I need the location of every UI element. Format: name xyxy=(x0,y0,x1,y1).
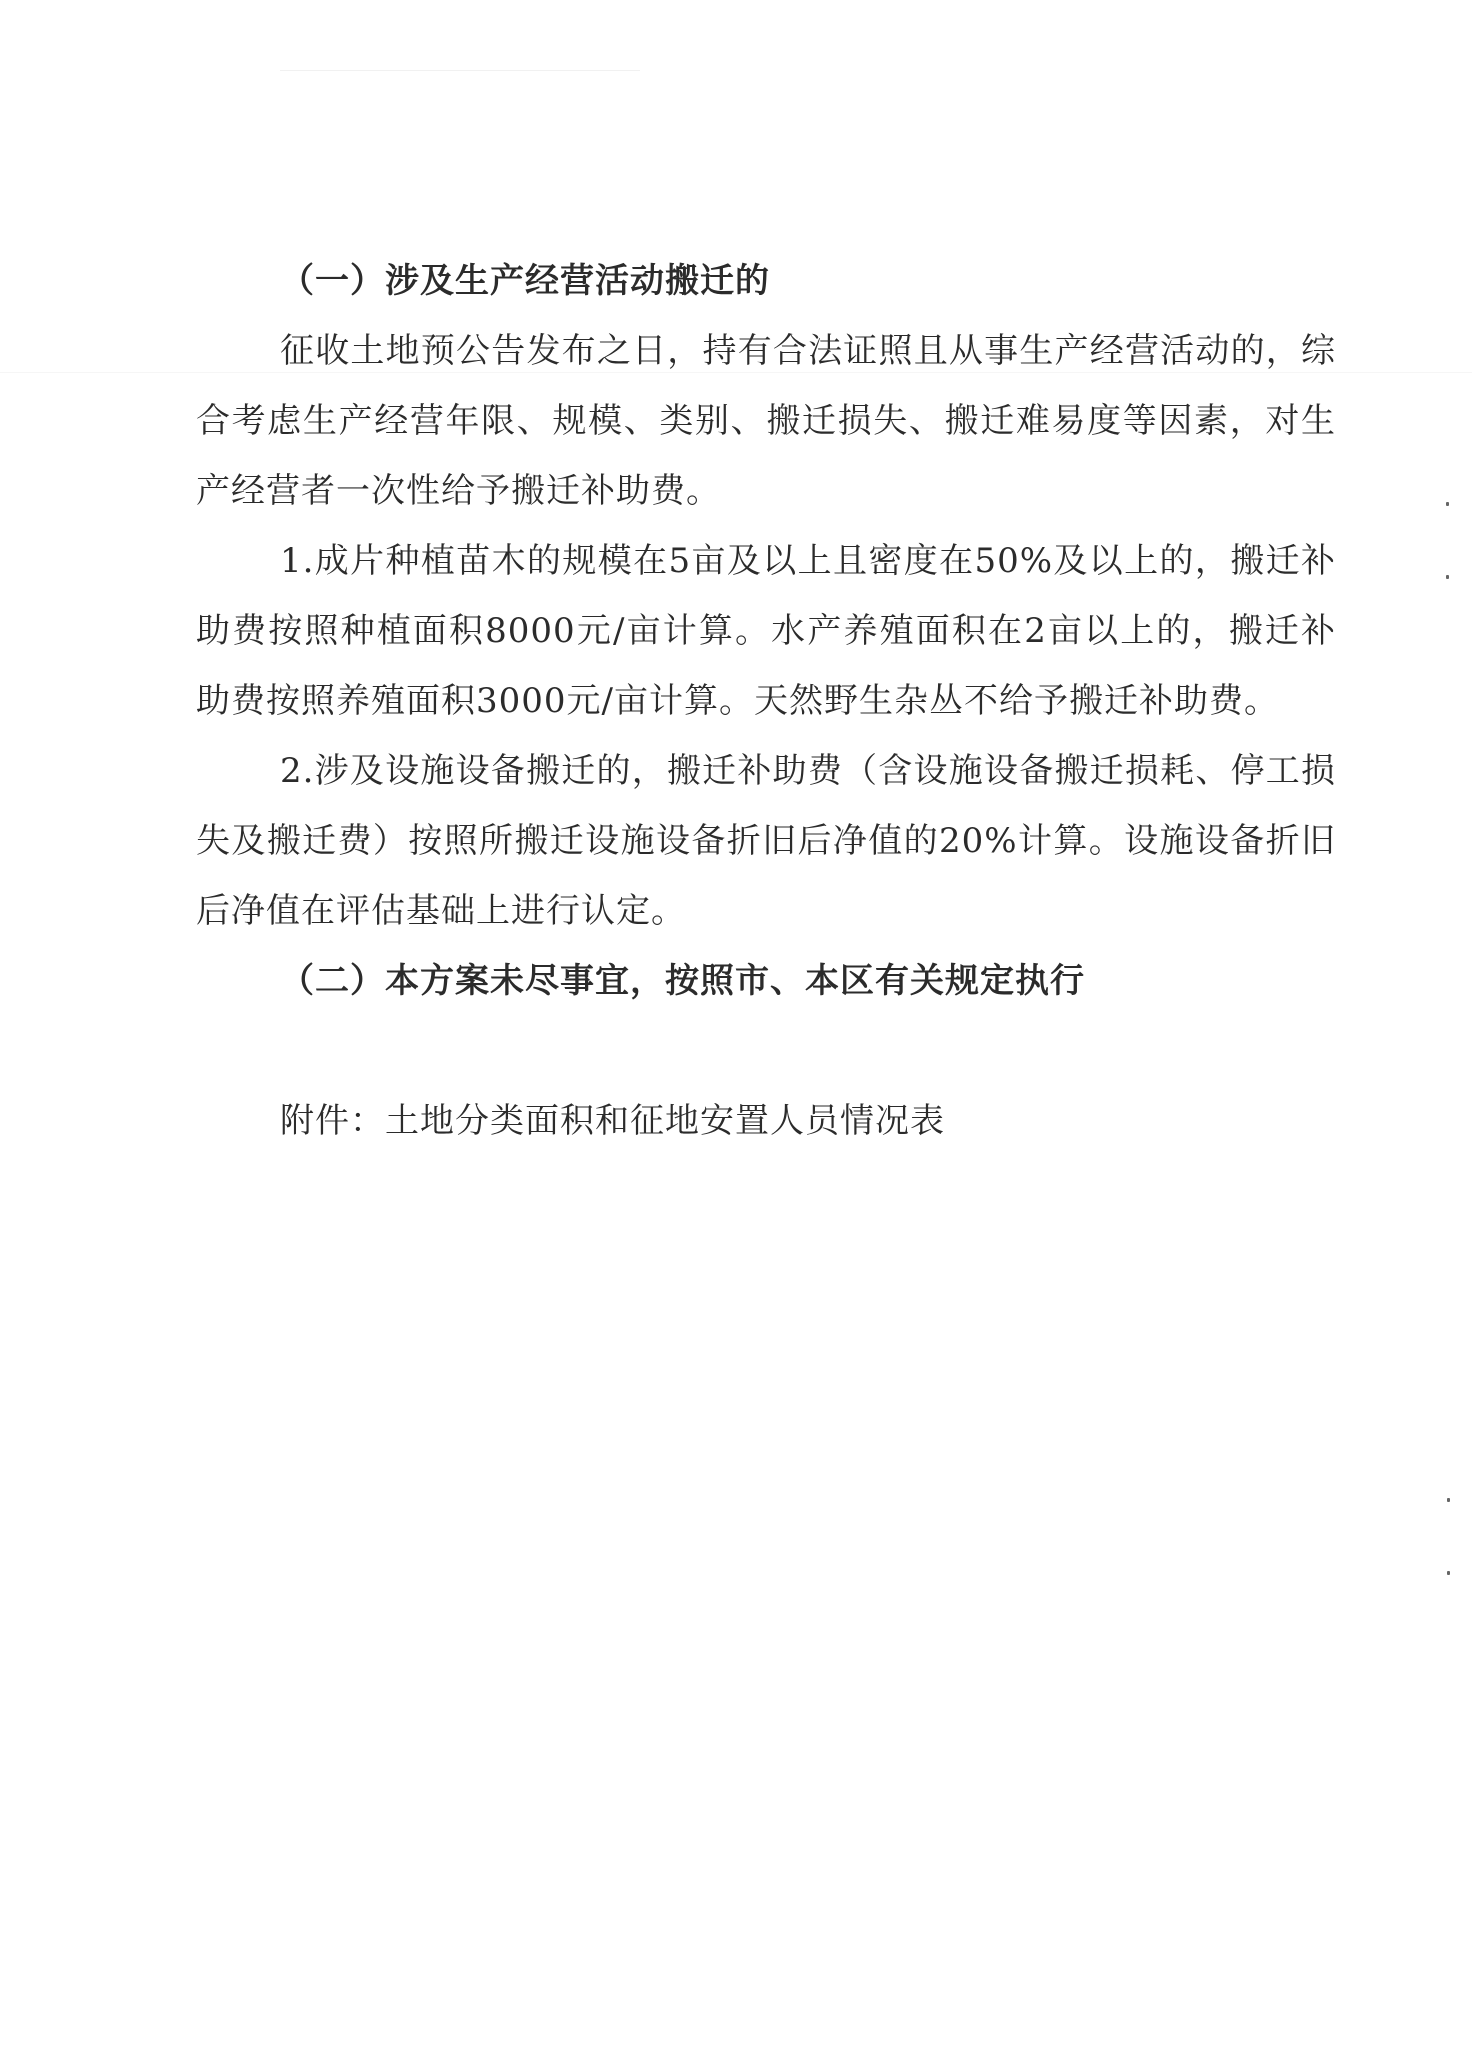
section-heading-1: （一）涉及生产经营活动搬迁的 xyxy=(280,261,770,301)
scan-dot xyxy=(1447,1571,1450,1575)
paragraph-relocation-subsidy: 征收土地预公告发布之日，持有合法证照且从事生产经营活动的，综合考虑生产经营年限、规模、类别、搬迁损失、搬迁难易度等因素，对生产经营者一次性给予搬迁补助费。 xyxy=(196,331,1336,511)
scan-dot xyxy=(1447,1498,1450,1502)
document-body xyxy=(196,246,1336,1156)
attachment-line: 附件：土地分类面积和征地安置人员情况表 xyxy=(280,1101,945,1141)
paragraph-item-2: 2.涉及设施设备搬迁的，搬迁补助费（含设施设备搬迁损耗、停工损失及搬迁费）按照所搬迁设施设备折旧后净值的20%计算。设施设备折旧后净值在评估基础上进行认定。 xyxy=(196,751,1336,931)
scan-dot xyxy=(1446,575,1449,579)
paragraph-item-1: 1.成片种植苗木的规模在5亩及以上且密度在50%及以上的，搬迁补助费按照种植面积8000元/亩计算。水产养殖面积在2亩以上的，搬迁补助费按照养殖面积3000元/亩计算。天然野生杂丛不给予搬迁补助费。 xyxy=(196,541,1336,721)
scan-dot xyxy=(1446,502,1449,506)
section-heading-2: （二）本方案未尽事宜，按照市、本区有关规定执行 xyxy=(280,961,1085,1001)
scan-artifact-line xyxy=(280,70,640,71)
